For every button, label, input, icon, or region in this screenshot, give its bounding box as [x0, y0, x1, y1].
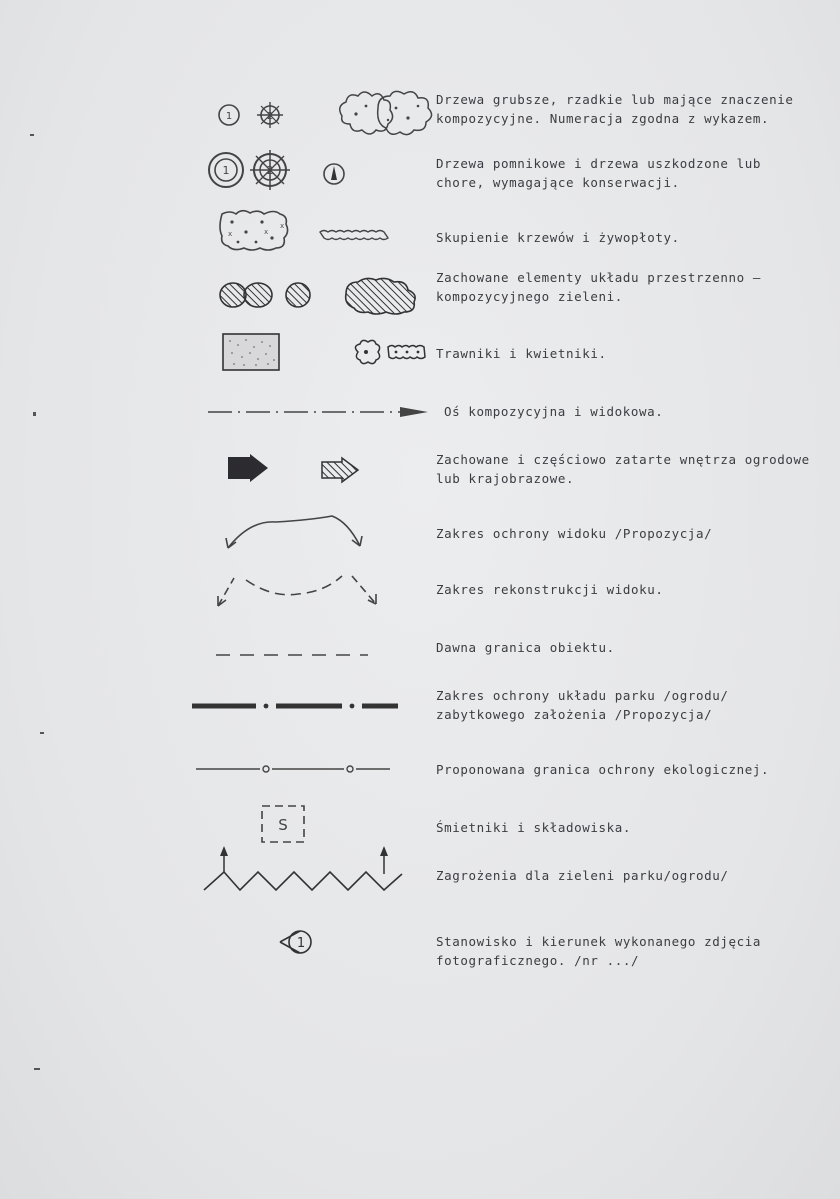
- lawn-rectangle-icon: [222, 333, 280, 375]
- legend-text-ecological-boundary: Proponowana granica ochrony ekologicznej.: [436, 762, 770, 777]
- hatched-double-circle-icon: [218, 280, 276, 314]
- legend-text-view-reconstruction: Zakres rekonstrukcji widoku.: [436, 582, 664, 597]
- tree-crown-cluster-icon: [336, 86, 436, 140]
- legend-text-trees: Drzewa grubsze, rzadkie lub mające znaczenie kompozycyjne. Numeracja zgodna z wykazem.: [436, 92, 794, 126]
- photo-number: 1: [296, 936, 306, 951]
- legend-text-former-boundary: Dawna granica obiektu.: [436, 640, 615, 655]
- damaged-tree-icon: [255, 100, 285, 134]
- conservation-marker-icon: [322, 162, 346, 190]
- svg-text:x: x: [228, 230, 233, 238]
- photo-direction-icon: [278, 927, 314, 961]
- thick-dash-dot-line-icon: [190, 697, 400, 716]
- legend-text-view-protection: Zakres ochrony widoku /Propozycja/: [436, 526, 713, 541]
- dump-letter: S: [278, 816, 288, 834]
- hatched-arrow-icon: [320, 456, 360, 488]
- flowerbed-icon: [352, 340, 430, 368]
- legend-text-threats: Zagrożenia dla zieleni parku/ogrodu/: [436, 868, 729, 883]
- filled-arrow-icon: [226, 453, 270, 487]
- margin-mark: [40, 732, 44, 734]
- tree-number: 1: [222, 164, 230, 177]
- legend-text-interiors: Zachowane i częściowo zatarte wnętrza ogrodowe lub krajobrazowe.: [436, 452, 810, 486]
- tree-number: 2: [266, 111, 274, 122]
- legend-text-dumps: Śmietniki i składowiska.: [436, 820, 632, 835]
- hatched-crown-icon: [342, 276, 422, 316]
- hedge-icon: [318, 226, 390, 245]
- margin-mark: [34, 1068, 40, 1070]
- tree-number: 1: [225, 111, 233, 122]
- zigzag-threat-icon: [200, 844, 406, 898]
- legend-text-monument-trees: Drzewa pomnikowe i drzewa uszkodzone lub chore, wymagające konserwacji.: [436, 156, 762, 190]
- margin-mark: [30, 134, 34, 136]
- numbered-tree-icon: [216, 102, 242, 132]
- legend-text-lawns: Trawniki i kwietniki.: [436, 346, 607, 361]
- axis-arrow-icon: [206, 404, 434, 423]
- view-arc-icon: [220, 512, 370, 556]
- circle-node-line-icon: [194, 760, 394, 779]
- legend-text-shrubs: Skupienie krzewów i żywopłoty.: [436, 230, 680, 245]
- svg-text:x: x: [264, 228, 269, 236]
- margin-mark: [33, 412, 36, 416]
- legend-text-park-protection: Zakres ochrony układu parku /ogrodu/ zabytkowego założenia /Propozycja/: [436, 688, 729, 722]
- dashed-view-arc-icon: [212, 570, 384, 614]
- dashed-line-icon: [214, 644, 370, 663]
- hatched-circle-icon: [284, 281, 312, 313]
- shrub-cluster-icon: [218, 208, 292, 256]
- damaged-monument-tree-icon: [248, 148, 292, 196]
- legend-text-axis: Oś kompozycyjna i widokowa.: [444, 404, 664, 419]
- monument-tree-icon: [206, 150, 246, 194]
- legend-text-photo-stations: Stanowisko i kierunek wykonanego zdjęcia fotograficznego. /nr .../: [436, 934, 762, 968]
- tree-number: 2: [266, 164, 274, 177]
- legend-text-preserved-elements: Zachowane elementy układu przestrzenno — kompozycyjnego zieleni.: [436, 270, 762, 304]
- svg-text:x: x: [280, 222, 285, 230]
- dump-square-icon: [260, 804, 306, 848]
